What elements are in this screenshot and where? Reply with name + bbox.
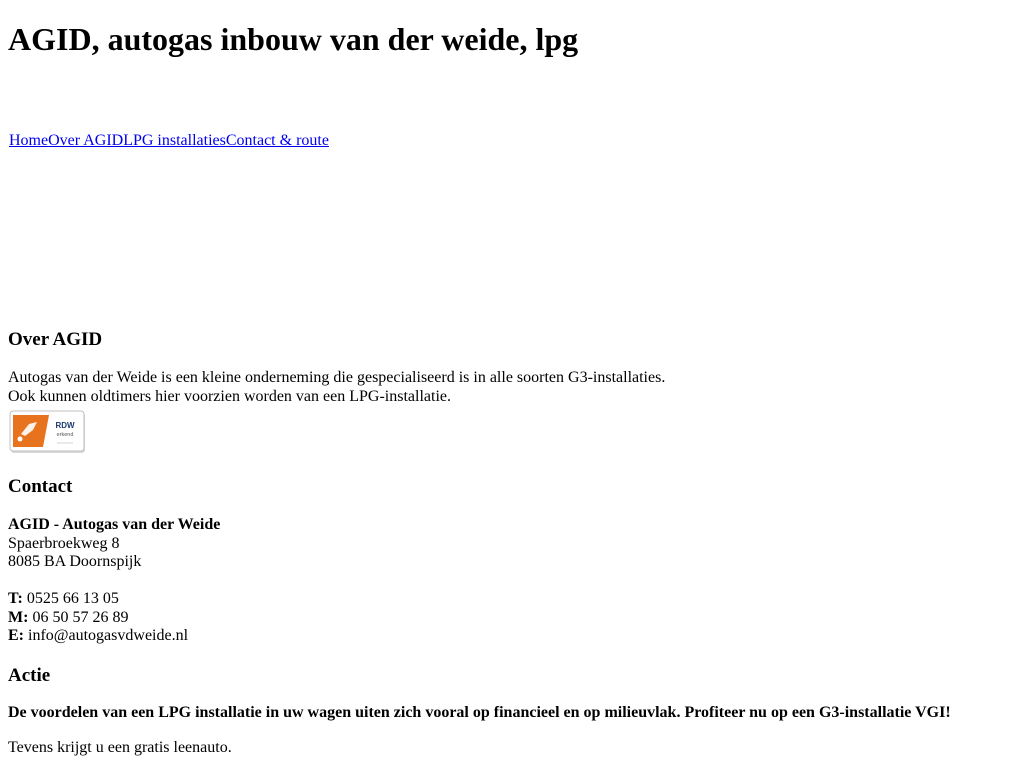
over-text-line-1: Autogas van der Weide is een kleine onderneming die gespecialiseerd is in alle soorten G3-installaties.: [8, 369, 666, 386]
nav-link-contact-route[interactable]: Contact & route: [225, 132, 329, 149]
rdw-erkend-badge: [9, 410, 87, 455]
contact-mobile: 06 50 57 26 89: [32, 609, 129, 626]
contact-mobile-line: [8, 609, 128, 628]
main-navigation: [9, 131, 329, 150]
rdw-badge-text: RDW: [55, 421, 75, 430]
contact-mobile-label: M:: [8, 609, 29, 626]
actie-text: Tevens krijgt u een gratis leenauto.: [8, 739, 232, 756]
contact-email-line: [8, 627, 188, 646]
over-heading: Over AGID: [8, 329, 103, 350]
rdw-badge-subtext: erkend: [56, 432, 74, 438]
contact-street: Spaerbroekweg 8: [8, 535, 120, 552]
contact-phone-line: [8, 590, 119, 609]
contact-email-label: E:: [8, 627, 24, 644]
contact-phone: 0525 66 13 05: [26, 590, 119, 607]
actie-bold-text: De voordelen van een LPG installatie in uw wagen uiten zich vooral op financieel en op milieuvlak. Profiteer nu op een G3-installatie VGI!: [8, 704, 951, 721]
nav-link-lpg-installaties[interactable]: LPG installaties: [123, 132, 226, 149]
contact-company: AGID - Autogas van der Weide: [8, 516, 221, 533]
contact-heading: Contact: [8, 476, 73, 497]
contact-phone-label: T:: [8, 590, 23, 607]
site-title: AGID, autogas inbouw van der weide, lpg: [8, 21, 579, 57]
actie-heading: Actie: [8, 665, 51, 686]
contact-city: 8085 BA Doornspijk: [8, 553, 142, 570]
contact-email: info@autogasvdweide.nl: [28, 627, 189, 644]
nav-link-over-agid[interactable]: Over AGID: [48, 132, 124, 149]
nav-link-home[interactable]: Home: [9, 132, 49, 149]
over-text-line-2: Ook kunnen oldtimers hier voorzien worden van een LPG-installatie.: [8, 388, 451, 405]
